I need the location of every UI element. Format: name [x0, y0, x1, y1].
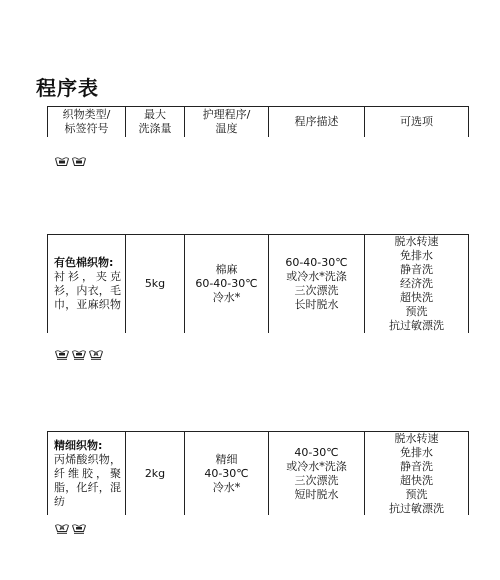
fabric-title: 有色棉织物: — [54, 256, 114, 269]
fabric-cell — [47, 432, 125, 515]
fabric-cell — [47, 235, 125, 333]
table-header — [47, 106, 469, 137]
header-care-program — [184, 107, 268, 137]
care-symbols-group — [55, 350, 103, 359]
option-item: 经济洗 — [400, 277, 433, 290]
description-line: 三次漂洗 — [294, 284, 339, 297]
header-max-load — [125, 107, 184, 137]
fabric-line: 衫，内衣，毛 — [54, 284, 121, 297]
care-symbols-group — [55, 157, 86, 166]
header-fabric-line: 织物类型/ — [62, 108, 111, 121]
wash-tub-40-bar-icon — [55, 350, 69, 359]
option-item: 超快洗 — [400, 291, 433, 304]
header-description-label: 程序描述 — [294, 115, 339, 128]
program-temp: 60-40-30℃ — [195, 277, 258, 290]
option-item: 免排水 — [400, 445, 433, 459]
header-care-line: 护理程序/ — [202, 108, 251, 121]
program-name: 棉麻 — [215, 263, 238, 276]
description-cell — [268, 235, 364, 333]
option-item: 预洗 — [405, 305, 428, 318]
table-row — [47, 431, 469, 515]
description-line: 或冷水*洗涤 — [286, 270, 347, 283]
option-item: 预洗 — [405, 487, 428, 501]
option-item: 抗过敏漂洗 — [389, 319, 444, 332]
fabric-title: 精细织物: — [54, 438, 103, 452]
options-cell — [364, 432, 469, 515]
option-item: 静音洗 — [400, 459, 433, 473]
care-symbols-group — [55, 524, 86, 533]
max-load-value: 5kg — [144, 277, 166, 290]
option-item: 脱水转速 — [394, 235, 439, 248]
option-item: 抗过敏漂洗 — [389, 501, 444, 515]
max-load-value: 2kg — [144, 466, 166, 480]
fabric-line: 丙烯酸织物， — [54, 452, 121, 466]
header-fabric-line: 标签符号 — [64, 122, 109, 135]
header-options — [364, 107, 469, 137]
program-name: 精细 — [215, 452, 238, 466]
program-temp: 40-30℃ — [204, 466, 249, 480]
description-line: 60-40-30℃ — [285, 256, 348, 269]
page-title: 程序表 — [36, 76, 99, 100]
max-load-cell — [125, 432, 184, 515]
program-cold: 冷水* — [212, 480, 241, 494]
fabric-line: 衬衫，夹克 — [54, 270, 121, 283]
program-cold: 冷水* — [212, 291, 241, 304]
header-care-line: 温度 — [215, 122, 238, 135]
description-line: 短时脱水 — [294, 487, 339, 501]
description-line: 长时脱水 — [294, 298, 339, 311]
header-max-line: 洗涤量 — [138, 122, 172, 135]
description-line: 40-30℃ — [294, 445, 339, 459]
table-row — [47, 234, 469, 333]
max-load-cell — [125, 235, 184, 333]
option-item: 静音洗 — [400, 263, 433, 276]
wash-tub-60-icon — [55, 157, 69, 166]
wash-tub-30-bar-icon — [72, 350, 86, 359]
fabric-line: 纺 — [54, 494, 65, 508]
wash-tub-30-icon — [72, 524, 86, 533]
wash-tub-hand-icon — [89, 350, 103, 359]
option-item: 超快洗 — [400, 473, 433, 487]
option-item: 免排水 — [400, 249, 433, 262]
description-line: 三次漂洗 — [294, 473, 339, 487]
header-fabric-type — [47, 107, 125, 137]
header-max-line: 最大 — [144, 108, 166, 121]
header-options-label: 可选项 — [400, 115, 433, 128]
fabric-line: 纤维胶，聚 — [54, 466, 121, 480]
fabric-line: 巾，亚麻织物 — [54, 298, 121, 311]
program-cell — [184, 235, 268, 333]
header-description — [268, 107, 364, 137]
description-cell — [268, 432, 364, 515]
options-cell — [364, 235, 469, 333]
fabric-line: 脂，化纤，混 — [54, 480, 121, 494]
description-line: 或冷水*洗涤 — [286, 459, 347, 473]
program-cell — [184, 432, 268, 515]
option-item: 脱水转速 — [394, 431, 439, 445]
wash-tub-hand-icon — [55, 524, 69, 533]
wash-tub-40-icon — [72, 157, 86, 166]
